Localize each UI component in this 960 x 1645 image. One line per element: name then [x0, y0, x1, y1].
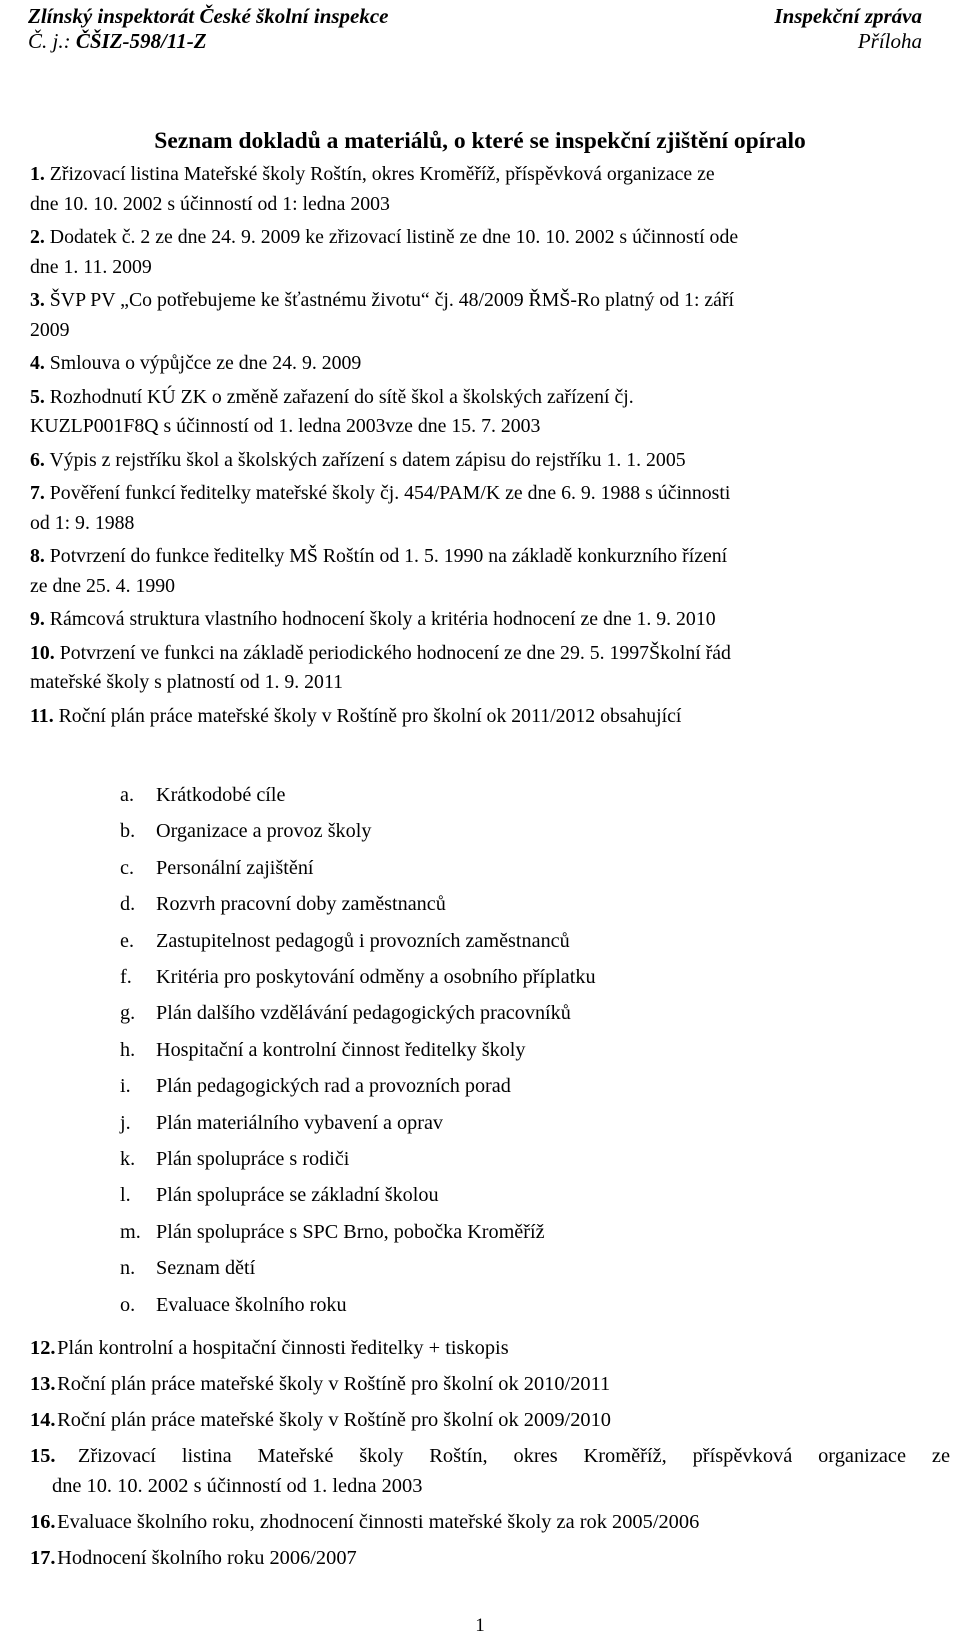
sublist-item: j. Plán materiálního vybavení a oprav — [120, 1111, 444, 1134]
sublist-item: h. Hospitační a kontrolní činnost ředitelky školy — [120, 1038, 526, 1061]
list-item: 5. Rozhodnutí KÚ ZK o změně zařazení do sítě škol a školských zařízení čj. KUZLP001F8Q s účinností od 1. ledna 2003vze dne 15. 7. 2003 — [30, 385, 634, 437]
sublist-item: f. Kritéria pro poskytování odměny a osobního příplatku — [120, 966, 596, 989]
sublist-item: e. Zastupitelnost pedagogů i provozních zaměstnanců — [120, 929, 570, 952]
list-item: 16. Evaluace školního roku, zhodnocení činnosti mateřské školy za rok 2005/2006 — [30, 1511, 700, 1533]
list-item: 3. ŠVP PV „Co potřebujeme ke šťastnému životu“ čj. 48/2009 ŘMŠ-Ro platný od 1: září 2009 — [30, 289, 735, 341]
list-item: 4. Smlouva o výpůjčce ze dne 24. 9. 2009 — [30, 352, 362, 374]
sublist-item: o. Evaluace školního roku — [120, 1293, 347, 1316]
report-type: Inspekční zpráva — [774, 4, 922, 28]
sublist-item: c. Personální zajištění — [120, 856, 314, 879]
list-item: 10. Potvrzení ve funkci na základě periodického hodnocení ze dne 29. 5. 1997Školní řád mateřské školy s platností od 1. 9. 2011 — [30, 641, 731, 693]
list-item: 7. Pověření funkcí ředitelky mateřské školy čj. 454/PAM/K ze dne 6. 9. 1988 s účinnosti od 1: 9. 1988 — [30, 482, 731, 534]
list-item: 14. Roční plán práce mateřské školy v Roštíně pro školní ok 2009/2010 — [30, 1409, 611, 1431]
inspectorate-name: Zlínský inspektorát České školní inspekce — [28, 4, 389, 28]
sublist-item: m. Plán spolupráce s SPC Brno, pobočka Kroměříž — [120, 1220, 545, 1243]
sublist-item: b. Organizace a provoz školy — [120, 820, 372, 843]
list-item: 1. Zřizovací listina Mateřské školy Roštín, okres Kroměříž, příspěvková organizace ze dne 10. 10. 2002 s účinností od 1: ledna 2003 — [30, 163, 715, 215]
document-list — [30, 160, 950, 735]
sublist-item: g. Plán dalšího vzdělávání pedagogických pracovníků — [120, 1002, 571, 1025]
sublist-item: i. Plán pedagogických rad a provozních porad — [120, 1075, 511, 1098]
list-item: 8. Potvrzení do funkce ředitelky MŠ Roštín od 1. 5. 1990 na základě konkurzního řízení ze dne 25. 4. 1990 — [30, 545, 728, 597]
list-item: 11. Roční plán práce mateřské školy v Roštíně pro školní ok 2011/2012 obsahující — [30, 704, 682, 727]
list-item: 13. Roční plán práce mateřské školy v Roštíně pro školní ok 2010/2011 — [30, 1373, 611, 1395]
page-title: Seznam dokladů a materiálů, o které se inspekční zjištění opíralo — [154, 128, 806, 154]
page-header — [28, 4, 922, 54]
page-number: 1 — [475, 1615, 485, 1636]
sublist-item: n. Seznam dětí — [120, 1257, 256, 1280]
list-item: 15. Zřizovací listina Mateřské školy Roštín, okres Kroměříž, příspěvková organizace ze dne 10. 10. 2002 s účinností od 1. ledna 2003 — [30, 1445, 950, 1497]
sublist-item: l. Plán spolupráce se základní školou — [120, 1184, 439, 1207]
list-item: 12. Plán kontrolní a hospitační činnosti ředitelky + tiskopis — [30, 1337, 509, 1359]
sublist-item: a. Krátkodobé cíle — [120, 784, 286, 806]
reference-number: Č. j.: ČŠIZ-598/11-Z — [28, 29, 207, 53]
list-item: 6. Výpis z rejstříku škol a školských zařízení s datem zápisu do rejstříku 1. 1. 2005 — [30, 448, 686, 471]
document-list-continued — [30, 1333, 950, 1579]
sublist-item: k. Plán spolupráce s rodiči — [120, 1148, 350, 1171]
attachment-label: Příloha — [857, 29, 922, 53]
list-item: 17. Hodnocení školního roku 2006/2007 — [30, 1547, 357, 1569]
sublist-item: d. Rozvrh pracovní doby zaměstnanců — [120, 893, 446, 916]
list-item: 2. Dodatek č. 2 ze dne 24. 9. 2009 ke zřizovací listině ze dne 10. 10. 2002 s účinností ode dne 1. 11. 2009 — [30, 226, 739, 278]
list-item: 9. Rámcová struktura vlastního hodnocení školy a kritéria hodnocení ze dne 1. 9. 2010 — [30, 608, 716, 630]
sublist — [120, 777, 596, 1323]
